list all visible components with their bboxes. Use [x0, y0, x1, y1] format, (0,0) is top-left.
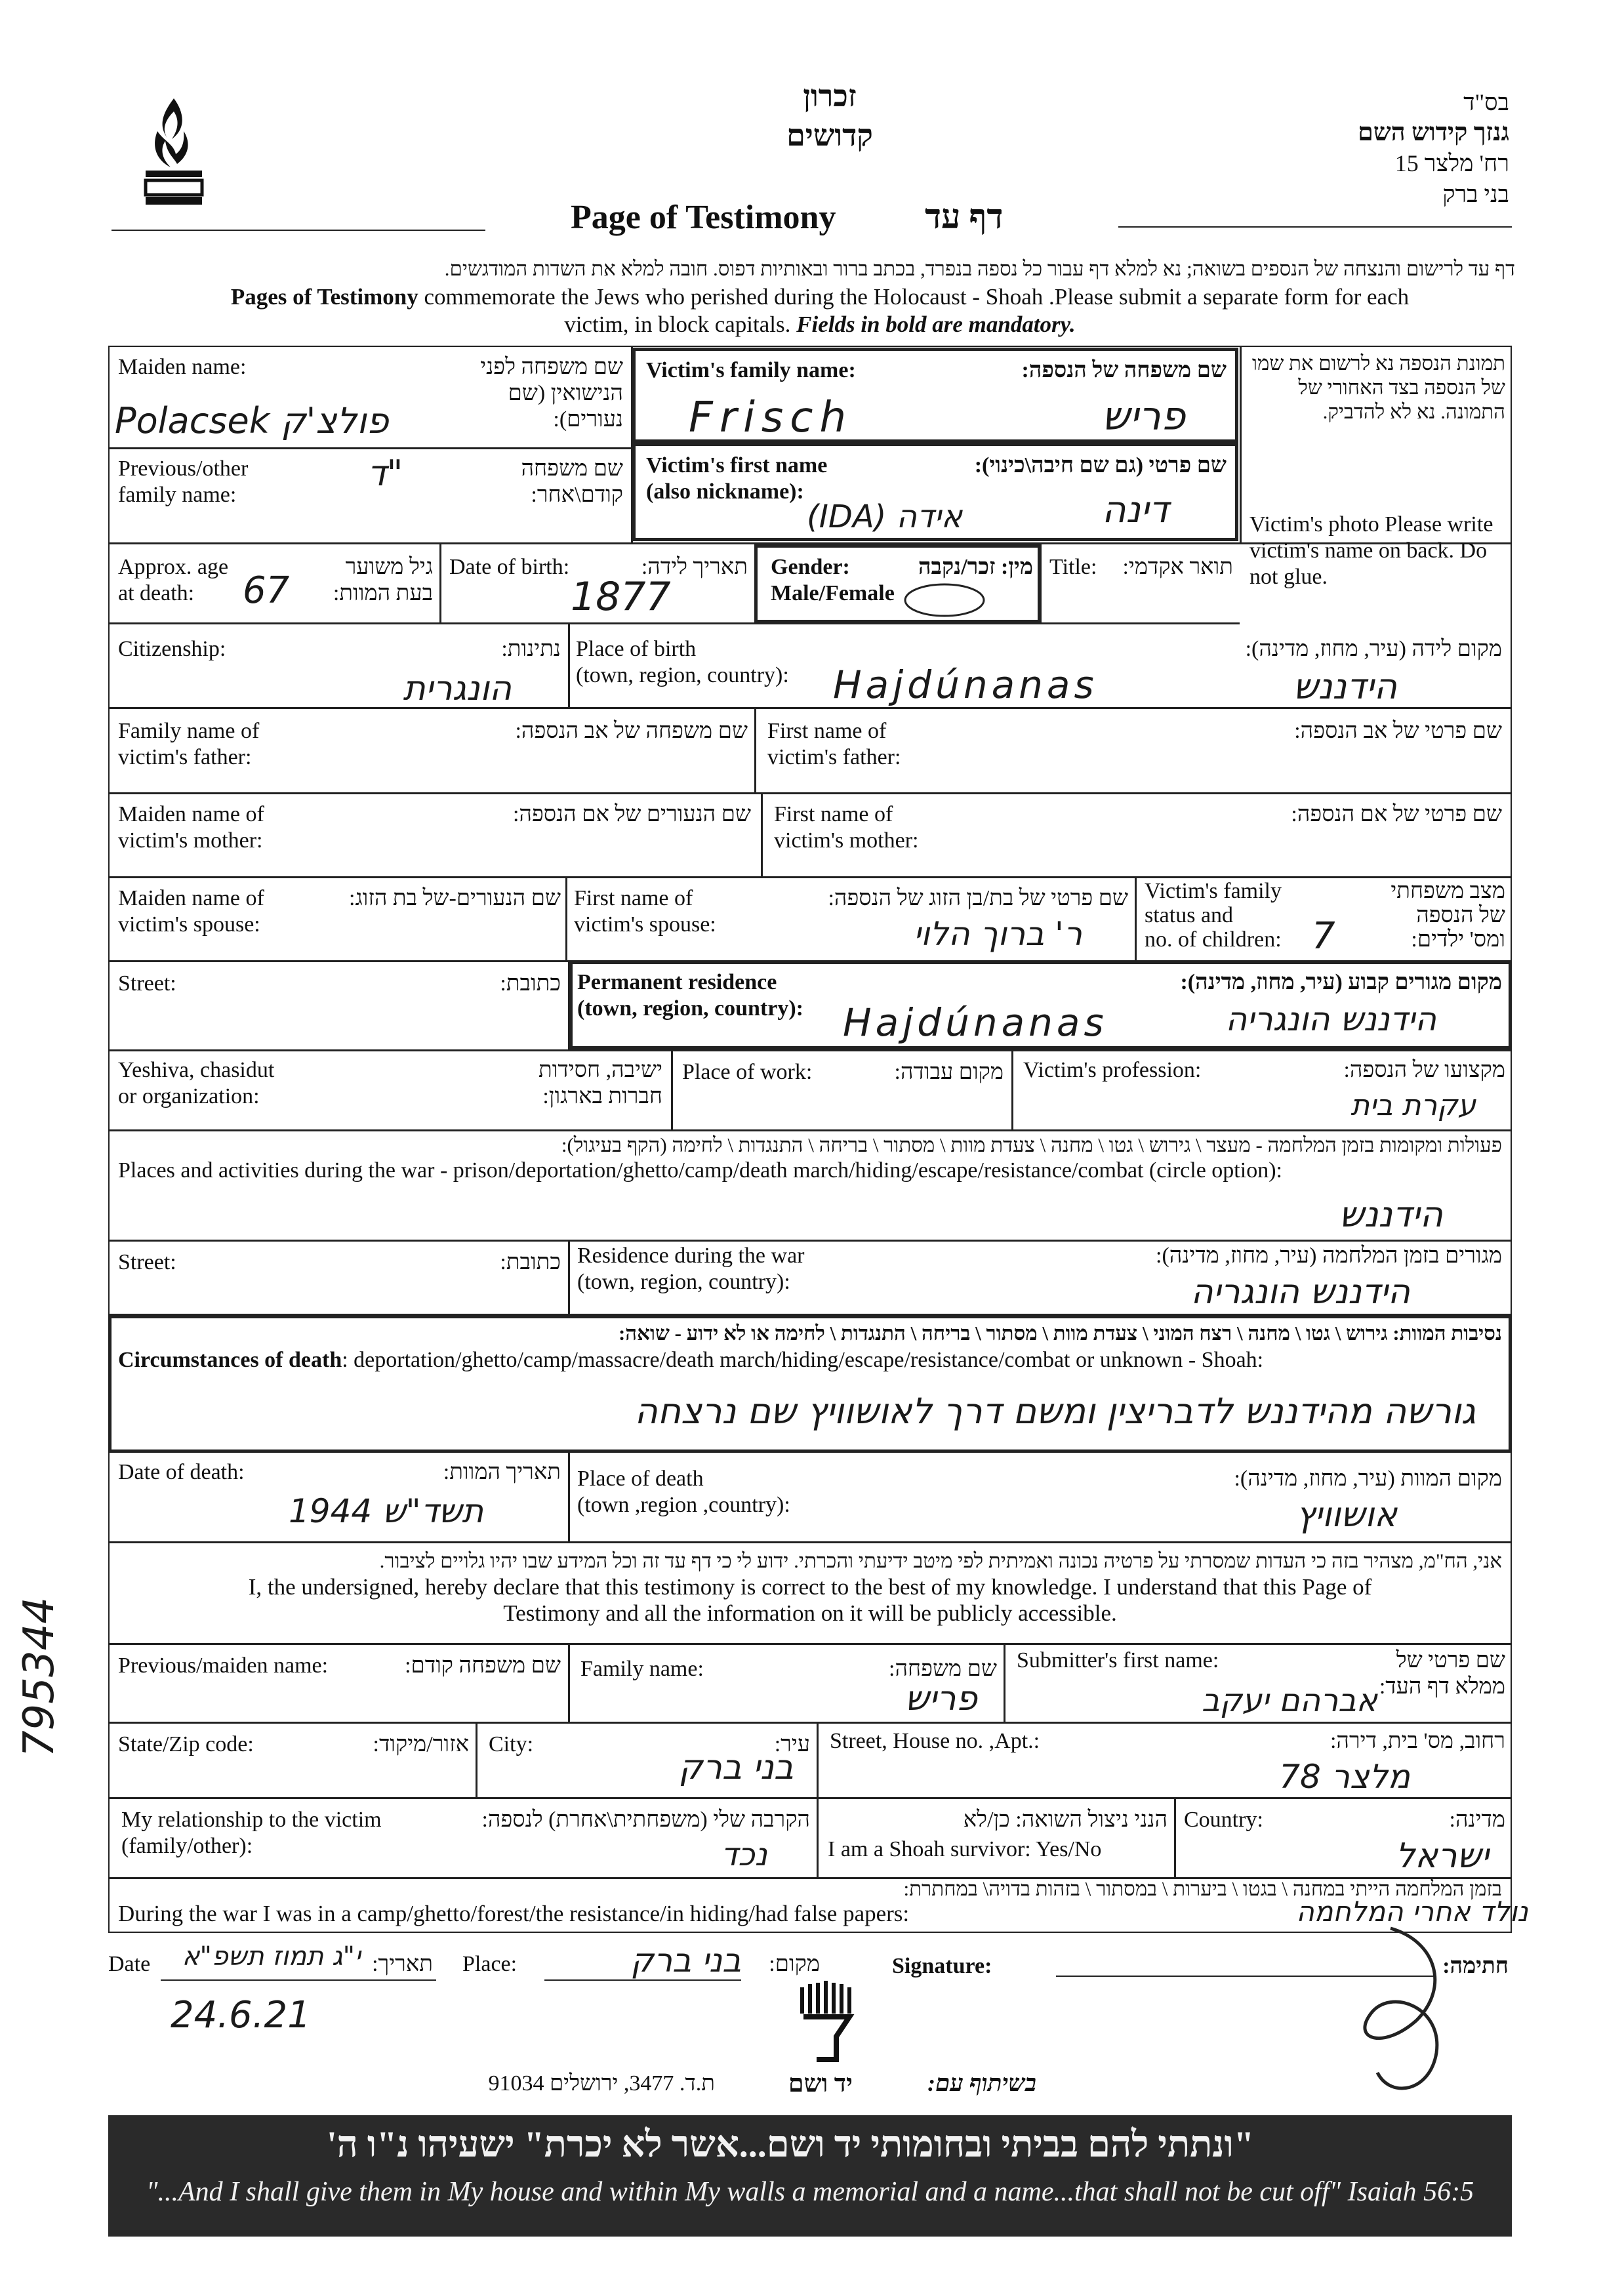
- grid-line: [1011, 1049, 1013, 1129]
- grid-line: [1174, 1797, 1176, 1877]
- city-value[interactable]: בני ברק: [678, 1748, 794, 1787]
- page-title-en: Page of Testimony: [571, 199, 836, 236]
- grid-line: [568, 1240, 570, 1314]
- children-count-value[interactable]: 7: [1312, 915, 1335, 958]
- family-status-label: [1145, 879, 1282, 952]
- city-en: City:: [489, 1732, 534, 1756]
- previous-name-en-2: family name:: [118, 483, 237, 507]
- previous-name-en-1: Previous/other: [118, 456, 249, 481]
- citizenship-value[interactable]: הונגרית: [403, 669, 512, 708]
- mother-maiden-en-1: Maiden name of: [118, 802, 264, 826]
- victim-photo-he: תמונת הנספה נא לרשום את שמו של הנספה בצד האחורי של התמונה. נא לא להדביק.: [1252, 352, 1505, 423]
- country-value[interactable]: ישראל: [1395, 1836, 1489, 1876]
- victim-first-name-he: שם פרטי (גם שם חיבה\כינוי):: [974, 453, 1227, 477]
- dob-en: Date of birth:: [449, 555, 570, 579]
- gender-label: [771, 554, 895, 607]
- gender-he[interactable]: מין: זכר/נקבה: [918, 555, 1033, 579]
- spouse-first-en-1: First name of: [574, 886, 693, 910]
- gender-circle-mark: [902, 580, 987, 620]
- relationship-he: הקרבה שלי (משפחתית\אחרת) לנספה:: [481, 1808, 810, 1832]
- yeshiva-label: [118, 1057, 274, 1110]
- mother-maiden-label: [118, 801, 264, 854]
- war-street-en: Street:: [118, 1250, 176, 1274]
- permanent-residence-label: [577, 969, 803, 1022]
- intro-line-2: victim, in block capitals.: [564, 312, 797, 337]
- grid-line: [108, 1541, 1512, 1543]
- grid-line: [671, 1049, 673, 1129]
- grid-line: [108, 1129, 1512, 1131]
- age-en-1: Approx. age: [118, 555, 229, 579]
- grid-line: [565, 876, 567, 960]
- spouse-maiden-en-1: Maiden name of: [118, 886, 264, 910]
- grid-line: [108, 1240, 1512, 1242]
- grid-line: [108, 707, 1512, 709]
- grid-line: [817, 1722, 819, 1797]
- grid-line: [1004, 1643, 1005, 1722]
- victim-first-name-value-he[interactable]: דינה: [1102, 489, 1169, 531]
- profession-he: מקצועו של הנספה:: [1343, 1058, 1505, 1082]
- war-residence-en-1: Residence during the war: [577, 1244, 805, 1268]
- intro-bold: Pages of Testimony: [230, 284, 418, 310]
- header-address-2: רח' מלצר 15: [1394, 150, 1509, 176]
- grid-line: [439, 542, 441, 622]
- intro-line-1: commemorate the Jews who perished during the Holocaust - Shoah .Please submit a separate form for each: [418, 284, 1410, 310]
- grid-line: [108, 1049, 1512, 1051]
- permanent-residence-he: מקום מגורים קבוע (עיר, מחוז, מדינה):: [1180, 970, 1502, 994]
- spouse-first-value[interactable]: ר' ברוך הלוי: [913, 915, 1082, 953]
- victim-first-name-en-2: (also nickname):: [646, 479, 804, 504]
- yad-vashem-address: ת.ד. 3477, ירושלים 91034: [488, 2071, 715, 2096]
- permanent-residence-en-1: Permanent residence: [577, 970, 777, 994]
- grid-line: [108, 1722, 1512, 1724]
- pod-en-2: (town ,region ,country):: [577, 1493, 790, 1517]
- submitter-first-he: שם פרטי של ממלא דף העד:: [1379, 1648, 1505, 1699]
- street-en: Street:: [118, 971, 176, 996]
- dod-he: תאריך המוות:: [443, 1460, 561, 1484]
- signature-he: חתימה:: [1442, 1954, 1509, 1978]
- grid-line: [761, 792, 763, 876]
- place-underline: [544, 1979, 741, 1981]
- yeshiva-he: ישיבה, חסידות חברות בארגון:: [538, 1058, 662, 1108]
- circumstances-value[interactable]: גורשה מהידננש לדבריצין ומשם דרך לאושוויץ שם נרצחה: [634, 1390, 1476, 1432]
- maiden-name-label: [118, 354, 246, 380]
- family-status-en-3: no. of children:: [1145, 927, 1282, 952]
- declaration-en: [118, 1574, 1502, 1627]
- victim-first-name-value[interactable]: (IDA) אידה: [807, 498, 963, 535]
- yad-vashem-label: יד ושם: [788, 2070, 853, 2098]
- pob-value-he[interactable]: הידננש: [1293, 666, 1397, 707]
- pod-en-1: Place of death: [577, 1467, 704, 1491]
- father-first-en-2: victim's father:: [767, 745, 901, 769]
- place-of-work-en: Place of work:: [682, 1060, 813, 1084]
- mother-maiden-he: שם הנעורים של אם הנספה:: [512, 802, 751, 826]
- victim-family-name-he: שם משפחה של הנספה:: [1021, 358, 1227, 382]
- quote-hebrew: "ונתתי להם בביתי ובחומותי יד ושם...אשר לא יכרת" ישעיהו נ"ו ה': [327, 2124, 1254, 2165]
- pod-he: מקום המוות (עיר, מחוז, מדינה):: [1234, 1467, 1502, 1491]
- dob-he: תאריך לידה:: [641, 555, 748, 579]
- signature-en: Signature:: [892, 1954, 992, 1978]
- survivor-en[interactable]: I am a Shoah survivor: Yes/No: [828, 1837, 1102, 1861]
- survivor-he[interactable]: הנני ניצול השואה: כן/לא: [963, 1808, 1167, 1832]
- previous-name-value[interactable]: ד": [367, 453, 403, 494]
- submitter-street-he: רחוב, מס' בית, דירה:: [1330, 1729, 1505, 1753]
- permanent-residence-value[interactable]: Hajdúnanas: [843, 1000, 1108, 1045]
- spouse-maiden-label: [118, 885, 264, 938]
- spouse-maiden-en-2: victim's spouse:: [118, 912, 260, 937]
- submitter-first-value[interactable]: אברהם יעקב: [1202, 1682, 1377, 1719]
- citizenship-he: נתינות:: [501, 637, 561, 661]
- circumstances-en-bold: Circumstances of death: [118, 1348, 342, 1372]
- victim-first-name-label: [646, 453, 827, 505]
- pod-value[interactable]: אושוויץ: [1296, 1495, 1397, 1535]
- grid-line: [1135, 876, 1137, 960]
- submitter-street-en: Street, House no. ,Apt.:: [830, 1729, 1040, 1753]
- war-status-value[interactable]: נולד אחרי המלחמה: [1296, 1896, 1528, 1928]
- grid-line: [108, 447, 633, 449]
- yad-vashem-logo: [790, 1977, 863, 2069]
- place-of-work-he: מקום עבודה:: [894, 1060, 1004, 1084]
- profession-value[interactable]: עקרת בית: [1350, 1089, 1476, 1122]
- places-during-war-value[interactable]: הידננש: [1339, 1194, 1443, 1235]
- submitter-family-en: Family name:: [580, 1657, 704, 1681]
- gender-en-2: Male/Female: [771, 581, 895, 605]
- zichron-kedoshim-logo: [138, 92, 210, 210]
- grid-line: [108, 1797, 1512, 1799]
- mother-first-en-1: First name of: [774, 802, 893, 826]
- age-he: גיל משוער בעת המוות:: [333, 555, 433, 605]
- header-bsd: בס"ד: [1463, 89, 1509, 115]
- war-residence-he: מגורים בזמן המלחמה (עיר, מחוז, מדינה):: [1156, 1244, 1502, 1268]
- partner-label: בשיתוף עם:: [927, 2070, 1036, 2096]
- mother-first-label: [774, 801, 919, 854]
- relationship-label: [121, 1807, 382, 1859]
- signature-mark[interactable]: [1312, 1915, 1482, 2105]
- citizenship-en: Citizenship:: [118, 637, 226, 661]
- intro-hebrew: דף עד לרישום והנצחה של הנספים בשואה; נא למלא דף עבור כל נספה בנפרד, בכתב ברור ובאותיות דפוס. חובה למלא את השדות המודגשים.: [444, 257, 1515, 280]
- circumstances-en: : deportation/ghetto/camp/massacre/death march/hiding/escape/resistance/combat or unknown - Shoah:: [342, 1348, 1264, 1372]
- quote-english: "...And I shall give them in My house and within My walls a memorial and a name...that shall not be cut off" Isaiah 56:5: [146, 2177, 1474, 2207]
- submitter-family-value[interactable]: פריש: [904, 1679, 977, 1718]
- grid-line: [568, 622, 570, 707]
- maiden-name-en: Maiden name:: [118, 355, 247, 379]
- war-status-he: בזמן המלחמה הייתי במחנה \ בגטו \ ביערות \ במסתור \ בזהות בדויה\ במחתרת:: [903, 1877, 1502, 1900]
- date-value-numeric[interactable]: 24.6.21: [171, 1994, 311, 2037]
- place-value[interactable]: בני ברק: [630, 1941, 741, 1979]
- intro-english: [125, 283, 1515, 338]
- grid-line: [754, 707, 756, 792]
- declaration-he: אני, הח"מ, מצהיר בזה כי העדות שמסרתי על פרטיה נכונה ואמיתית לפי מיטב ידיעתי והכרתי. ידוע לי כי דף עד זה וכל המידע שבו יהיו גלויים לציבור.: [379, 1549, 1502, 1572]
- grid-line: [108, 622, 1240, 624]
- submitter-street-value[interactable]: מלצר 78: [1279, 1758, 1410, 1796]
- spouse-first-label: [574, 885, 716, 938]
- date-en: Date: [108, 1952, 151, 1976]
- war-status-en: During the war I was in a camp/ghetto/forest/the resistance/in hiding/had false papers:: [118, 1901, 910, 1926]
- places-during-war-en: Places and activities during the war - prison/deportation/ghetto/camp/death march/hiding/escape/resistance/combat (circle option):: [118, 1158, 1282, 1183]
- city-he: עיר:: [774, 1732, 810, 1756]
- grid-line: [108, 792, 1512, 794]
- circumstances-en-label: [118, 1348, 1502, 1373]
- grid-line: [476, 1722, 477, 1797]
- father-family-en-1: Family name of: [118, 719, 260, 743]
- zip-en: State/Zip code:: [118, 1732, 254, 1756]
- father-first-label: [767, 718, 901, 771]
- title-he: תואר אקדמי:: [1122, 555, 1233, 579]
- intro-mandatory-note: Fields in bold are mandatory.: [796, 312, 1076, 337]
- relationship-en-1: My relationship to the victim: [121, 1808, 382, 1832]
- war-street-he: כתובת:: [500, 1250, 561, 1274]
- victim-family-name-value-he[interactable]: פריש: [1102, 394, 1186, 439]
- relationship-value[interactable]: נכד: [721, 1836, 767, 1873]
- grid-line: [108, 876, 1512, 878]
- war-residence-value[interactable]: הידננש הונגריה: [1190, 1272, 1410, 1312]
- permanent-residence-en-2: (town, region, country):: [577, 996, 803, 1021]
- maiden-name-value[interactable]: Polacsek פולצ'ק: [115, 400, 389, 441]
- street-he: כתובת:: [500, 971, 561, 996]
- previous-name-label: [118, 456, 248, 508]
- maiden-name-he: שם משפחה לפני הנישואין (שם נעורים):: [480, 355, 623, 432]
- previous-name-he: שם משפחה קודם\אחר:: [521, 456, 623, 507]
- profession-en: Victim's profession:: [1023, 1058, 1202, 1082]
- spouse-maiden-he: שם הנעורים-של בת הזוג:: [349, 886, 561, 910]
- page-title-he: דף עד: [925, 199, 1004, 236]
- yeshiva-en-1: Yeshiva, chasidut: [118, 1058, 275, 1082]
- victim-family-name-value[interactable]: Frisch: [689, 394, 853, 442]
- gender-en-1: Gender:: [771, 555, 850, 579]
- relationship-en-2: (family/other):: [121, 1834, 253, 1858]
- mother-first-en-2: victim's mother:: [774, 828, 919, 853]
- submitter-prev-he: שם משפחה קודם:: [405, 1653, 561, 1678]
- place-he: מקום:: [769, 1952, 820, 1976]
- permanent-residence-value-he[interactable]: הידננש הונגריה: [1225, 1000, 1436, 1038]
- submitter-prev-en: Previous/maiden name:: [118, 1653, 329, 1678]
- pob-he: מקום לידה (עיר, מחוז, מדינה):: [1245, 637, 1502, 661]
- father-first-en-1: First name of: [767, 719, 887, 743]
- family-status-he: מצב משפחתי של הנספה ומס' ילדים:: [1391, 879, 1505, 952]
- date-value[interactable]: י"ג תמוז תשפ"א: [182, 1941, 361, 1972]
- war-residence-en-2: (town, region, country):: [577, 1270, 790, 1294]
- pob-en-2: (town, region, country):: [576, 663, 789, 687]
- age-label: [118, 554, 228, 607]
- grid-line: [568, 1643, 570, 1722]
- place-en: Place:: [462, 1952, 518, 1976]
- victim-photo-en: Victim's photo Please write victim's name on back. Do not glue.: [1249, 512, 1493, 589]
- country-he: מדינה:: [1449, 1808, 1505, 1832]
- pob-value[interactable]: Hajdúnanas: [833, 662, 1098, 707]
- date-underline: [161, 1979, 436, 1981]
- header-address-1: גנזך קידוש השם: [1358, 119, 1509, 146]
- age-en-2: at death:: [118, 581, 195, 605]
- victim-family-name-en: Victim's family name:: [646, 358, 856, 382]
- date-he: תאריך:: [372, 1952, 433, 1976]
- father-first-he: שם פרטי של אב הנספה:: [1294, 719, 1502, 743]
- grid-line: [568, 1453, 570, 1541]
- submitter-family-he: שם משפחה:: [889, 1657, 997, 1681]
- header-title-he-2: קדושים: [786, 119, 873, 152]
- age-value[interactable]: 67: [243, 569, 290, 612]
- country-en: Country:: [1184, 1808, 1263, 1832]
- family-status-en-1: Victim's family: [1145, 879, 1282, 903]
- grid-line: [817, 1797, 819, 1877]
- victim-first-name-en-1: Victim's first name: [646, 453, 828, 477]
- father-family-label: [118, 718, 259, 771]
- grid-line: [108, 1643, 1512, 1645]
- father-family-en-2: victim's father:: [118, 745, 252, 769]
- pob-label: [576, 636, 789, 689]
- family-status-en-2: status and: [1145, 903, 1234, 927]
- dod-value[interactable]: 1944 תשד"ש: [289, 1492, 484, 1530]
- dob-value[interactable]: 1877: [571, 574, 671, 620]
- yeshiva-en-2: or organization:: [118, 1084, 260, 1108]
- header-title-he-1: זכרון: [803, 79, 857, 113]
- zip-he: אזור/מיקוד:: [373, 1732, 469, 1756]
- declaration-en-2: Testimony and all the information on it will be publicly accessible.: [503, 1600, 1117, 1626]
- spouse-first-en-2: victim's spouse:: [574, 912, 716, 937]
- pod-label: [577, 1466, 790, 1518]
- header-address-3: בני ברק: [1442, 181, 1509, 207]
- margin-registration-number: 795344: [15, 1596, 64, 1758]
- mother-first-he: שם פרטי של אם הנספה:: [1291, 802, 1502, 826]
- places-during-war-he: פעולות ומקומות בזמן המלחמה - מעצר \ גירוש \ גטו \ מחנה \ צעדת מוות \ מסתור \ בריחה \ התנגדות \ לחימה (הקף בעיגול):: [561, 1133, 1502, 1156]
- submitter-first-en: Submitter's first name:: [1017, 1648, 1219, 1673]
- declaration-en-1: I, the undersigned, hereby declare that this testimony is correct to the best of my knowledge. I understand that this Page of: [248, 1574, 1372, 1600]
- dod-en: Date of death:: [118, 1460, 245, 1484]
- title-en: Title:: [1049, 555, 1097, 579]
- war-residence-label: [577, 1243, 805, 1295]
- grid-line: [1240, 346, 1242, 542]
- mother-maiden-en-2: victim's mother:: [118, 828, 263, 853]
- pob-en-1: Place of birth: [576, 637, 697, 661]
- header-rule-left: [112, 230, 485, 231]
- father-family-he: שם משפחה של אב הנספה:: [515, 719, 748, 743]
- circumstances-he: נסיבות המוות: גירוש \ גטו \ מחנה \ רצח המוני \ צעדת מוות \ מסתור \ בריחה \ התנגדות \ לחימה או לא ידוע - שואה:: [618, 1322, 1502, 1345]
- header-rule-right: [1118, 226, 1512, 228]
- spouse-first-he: שם פרטי של בת/בן הזוג של הנספה:: [828, 886, 1128, 910]
